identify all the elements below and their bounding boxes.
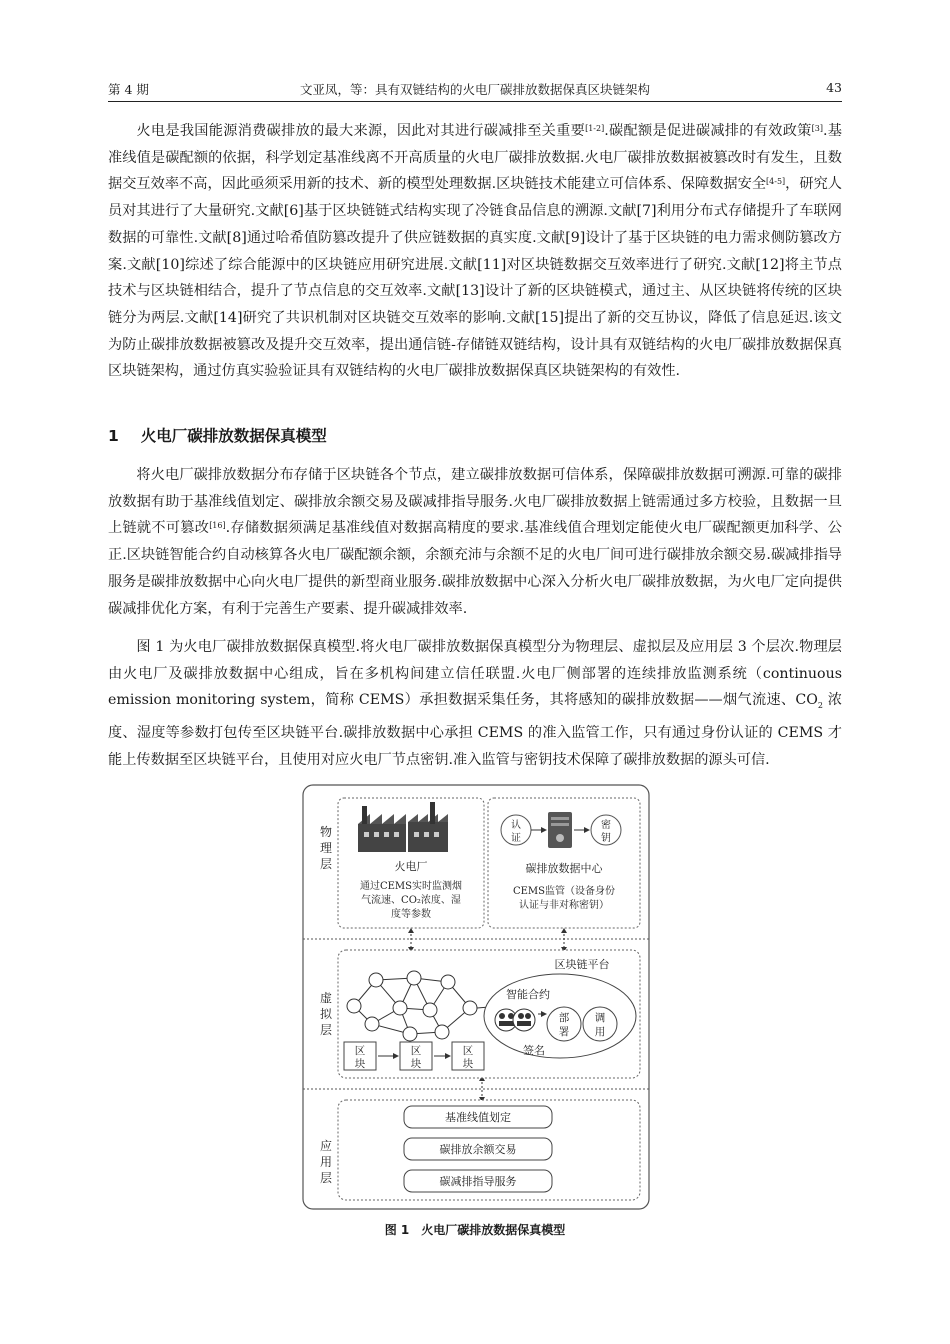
svg-text:部: 部 — [558, 1012, 570, 1024]
figure-number: 图 1 — [384, 1223, 410, 1237]
svg-text:块: 块 — [410, 1058, 422, 1070]
sign-label: 签名 — [523, 1044, 545, 1057]
virtual-layer-label — [320, 990, 333, 1037]
section-heading — [108, 424, 327, 446]
contract-label: 智能合约 — [506, 988, 550, 1001]
svg-text:区: 区 — [410, 1045, 422, 1057]
figure-diagram — [302, 784, 650, 1210]
svg-text:块: 块 — [354, 1058, 366, 1070]
svg-text:基准线值划定: 基准线值划定 — [445, 1111, 511, 1124]
data-center-label: 碳排放数据中心 — [525, 862, 603, 875]
platform-label: 区块链平台 — [554, 958, 610, 971]
issue-number: 第 4 期 — [108, 82, 149, 97]
running-header — [108, 80, 842, 98]
app-item — [404, 1106, 552, 1128]
svg-text:通过CEMS实时监测烟: 通过CEMS实时监测烟 — [359, 881, 463, 892]
app-item — [404, 1170, 552, 1192]
server-icon — [548, 812, 572, 848]
running-title: 文亚凤，等：具有双链结构的火电厂碳排放数据保真区块链架构 — [299, 82, 650, 97]
physical-layer-label — [320, 824, 332, 871]
figure-title: 火电厂碳排放数据保真模型 — [421, 1223, 566, 1237]
header-rule — [108, 101, 842, 102]
svg-text:区: 区 — [462, 1045, 474, 1057]
svg-text:密: 密 — [601, 820, 611, 831]
svg-text:块: 块 — [462, 1058, 474, 1070]
svg-text:署: 署 — [558, 1026, 570, 1038]
citation: [1-2] — [585, 124, 605, 133]
citation: [3] — [811, 124, 823, 133]
svg-text:气流速、CO₂浓度、湿: 气流速、CO₂浓度、湿 — [361, 895, 461, 906]
svg-text:物: 物 — [320, 825, 333, 839]
svg-text:拟: 拟 — [320, 1007, 333, 1021]
paragraph-intro: 火电是我国能源消费碳排放的最大来源，因此对其进行碳减排至关重要[1-2].碳配额是促进碳减排的有效政策[3].基准线值是碳配额的依据，科学划定基准线离不开高质量的火电厂碳排放数据.火电厂碳排放数据被篡改时有发生，且数据交互效率不高，因此亟须采用新的技术、新的模型处理数据.区块链技术能建立可信体系、保障数据安全[4-5]，研究人员对其进行了大量研究.文献[6]基于区块链链式结构实现了冷链食品信息的溯源.文献[7]利用分布式存储提升了车联网数据的可靠性.文献[8]通过哈希值防篡改提升了供应链数据的真实度.文献[9]设计了基于区块链的电力需求侧防篡改方案.文献[10]综述了综合能源中的区块链应用研究进展.文献[11]对区块链数据交互效率进行了研究.文献[12]将主节点技术与区块链相结合，提升了节点信息的交互效率.文献[13]设计了新的区块链模式，通过主、从区块链将传统的区块链分为两层.文献[14]研究了共识机制对区块链交互效率的影响.文献[15]提出了新的交互协议，降低了信息延迟.该文为防止碳排放数据被篡改及提升交互效率，提出通信链-存储链双链结构，设计具有双链结构的火电厂碳排放数据保真区块链架构，通过仿真实验验证具有双链结构的火电厂碳排放数据保真区块链架构的有效性. — [108, 123, 842, 380]
svg-text:层: 层 — [320, 1171, 333, 1185]
svg-text:度等参数: 度等参数 — [391, 909, 431, 920]
section-title: 火电厂碳排放数据保真模型 — [140, 427, 327, 445]
svg-text:CEMS监管（设备身份: CEMS监管（设备身份 — [512, 886, 616, 897]
svg-text:调: 调 — [594, 1012, 606, 1024]
application-layer-label — [320, 1138, 332, 1185]
svg-text:虚: 虚 — [320, 991, 333, 1005]
page-number: 43 — [826, 80, 842, 95]
svg-text:理: 理 — [320, 841, 333, 855]
figure-caption — [0, 1221, 950, 1238]
paragraph-model: 将火电厂碳排放数据分布存储于区块链各个节点，建立碳排放数据可信体系，保障碳排放数据可溯源.可靠的碳排放数据有助于基准线值划定、碳排放余额交易及碳减排指导服务.火电厂碳排放数据上链需通过多方校验，且数据一旦上链就不可篡改[16].存储数据须满足基准线值对数据高精度的要求.基准线值合理划定能使火电厂碳配额更加科学、公正.区块链智能合约自动核算各火电厂碳配额余额，余额充沛与余额不足的火电厂间可进行碳排放余额交易.碳减排指导服务是碳排放数据中心向火电厂提供的新型商业服务.碳排放数据中心深入分析火电厂碳排放数据，为火电厂定向提供碳减排优化方案，有利于完善生产要素、提升碳减排效率. — [108, 467, 842, 617]
paragraph-figure-desc: 图 1 为火电厂碳排放数据保真模型.将火电厂碳排放数据保真模型分为物理层、虚拟层及应用层 3 个层次.物理层由火电厂及碳排放数据中心组成，旨在多机构间建立信任联盟.火电厂侧部署的连续排放监测系统（continuous emission monitoring system，简称 CEMS）承担数据采集任务，其将感知的碳排放数据——烟气流速、$CO_2$ 浓度、湿度等参数打包传至区块链平台.碳排放数据中心承担 CEMS 的准入监管工作，只有通过身份认证的 CEMS 才能上传数据至区块链平台，且使用对应火电厂节点密钥.准入监管与密钥技术保障了碳排放数据的源头可信. — [108, 639, 842, 768]
svg-text:认证与非对称密钥）: 认证与非对称密钥） — [519, 900, 609, 911]
svg-text:钥: 钥 — [601, 833, 611, 844]
app-item — [404, 1138, 552, 1160]
svg-text:用: 用 — [594, 1026, 606, 1038]
svg-text:层: 层 — [320, 857, 333, 871]
svg-text:碳排放余额交易: 碳排放余额交易 — [439, 1143, 517, 1156]
citation: [4-5] — [766, 177, 786, 187]
svg-text:认: 认 — [511, 820, 521, 831]
svg-text:层: 层 — [320, 1023, 333, 1037]
svg-text:区: 区 — [354, 1045, 366, 1057]
svg-text:证: 证 — [511, 833, 521, 844]
svg-text:碳减排指导服务: 碳减排指导服务 — [439, 1175, 517, 1188]
section-number: 1 — [108, 427, 119, 445]
citation: [16] — [209, 521, 226, 531]
plant-label: 火电厂 — [394, 860, 428, 873]
svg-text:应: 应 — [320, 1139, 333, 1153]
svg-text:用: 用 — [320, 1155, 333, 1169]
block-chain-row — [344, 1042, 484, 1070]
